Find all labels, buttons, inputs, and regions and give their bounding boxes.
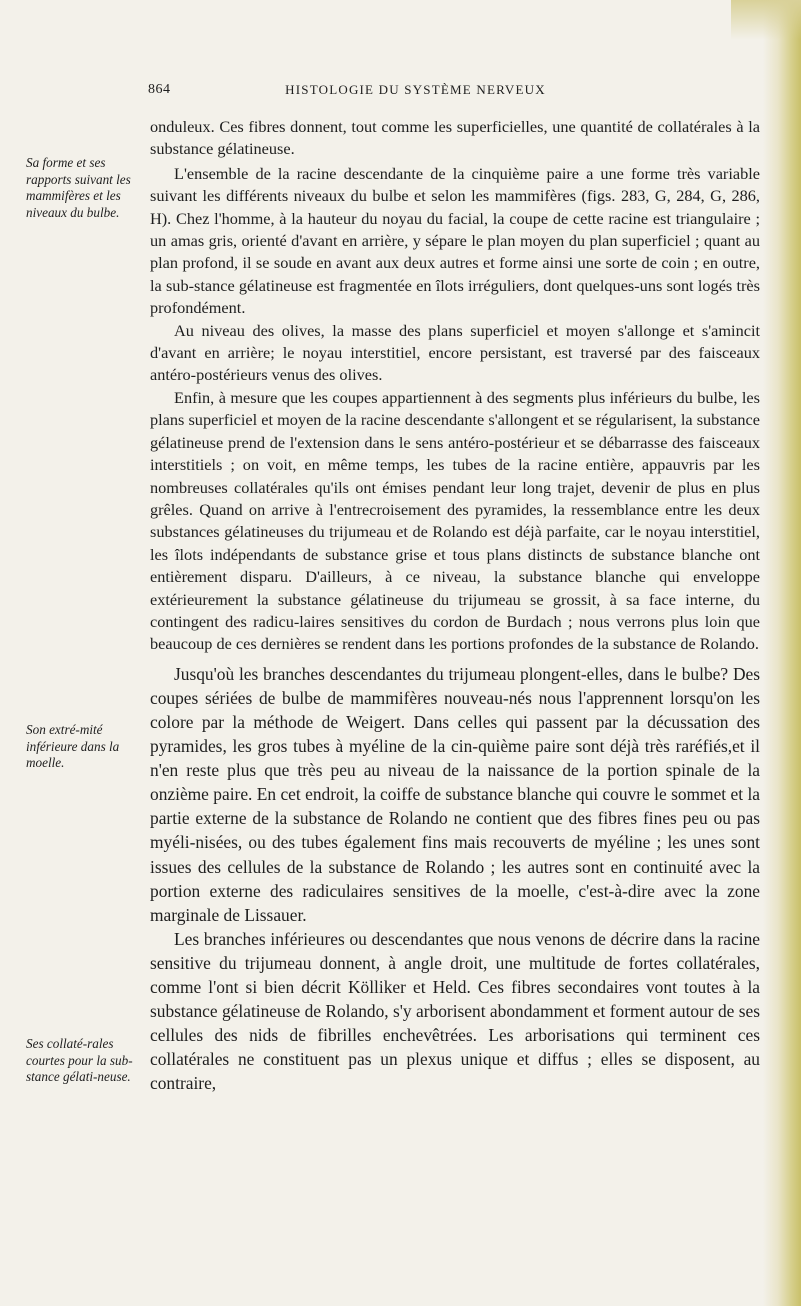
paragraph-4: Enfin, à mesure que les coupes appartiennent à des segments plus inférieurs du bulbe, les plans superficiel et moyen de la racine descendante s'allongent et se régularisent, la substance gélatineuse prend de l'extension dans le sens antéro-postérieur et se débarrasse des faisceaux interstitiels ; on voit, en même temps, les tubes de la racine entière, appauvris par les nombreuses collatérales qu'ils ont émises pendant leur long trajet, devenir de plus en plus grêles. Quand on arrive à l'entrecroisement des pyramides, la ressemblance entre les deux substances gélatineuses du trijumeau et de Rolando est déjà parfaite, car le noyau interstitiel, les îlots indépendants de substance grise et tous plans distincts de substance blanche ont entièrement disparu. D'ailleurs, à ce niveau, la substance blanche qui enveloppe extérieurement la substance gélatineuse du trijumeau se grossit, à sa face interne, du contingent des radicu-laires sensitives du cordon de Burdach ; nous verrons plus loin que beaucoup de ces dernières se rendent dans les portions profondes de la substance de Rolando. [150,387,760,654]
margin-note-forme: Sa forme et ses rapports suivant les mammifères et les niveaux du bulbe. [26,155,131,220]
body-text [150,116,760,1095]
paragraph-3: Au niveau des olives, la masse des plans superficiel et moyen s'allonge et s'amincit d'avant en arrière; le noyau interstitiel, encore persistant, est traversé par des faisceaux antéro-postérieurs venus des olives. [150,320,760,385]
page-edge-shadow [763,0,801,1306]
page-number: 864 [148,82,171,97]
page-header [0,82,801,102]
margin-note-extremite: Son extré-mité inférieure dans la moelle. [26,722,120,771]
running-title: HISTOLOGIE DU SYSTÈME NERVEUX [285,82,546,97]
page-corner-stain [731,0,801,40]
paragraph-5: Jusqu'où les branches descendantes du trijumeau plongent-elles, dans le bulbe? Des coupes sériées de bulbe de mammifères nouveau-nés nous l'apprennent lorsqu'on les colore par la méthode de Weigert. Dans celles qui passent par la décussation des pyramides, les gros tubes à myéline de la cin-quième paire sont déjà très raréfiés,et il n'en reste plus que très peu au niveau de la naissance de la portion spinale de la onzième paire. En cet endroit, la coiffe de substance blanche qui couvre le sommet et la partie externe de la substance de Rolando ne contient que des fibres fines peu ou pas myéli-nisées, ou des tubes également fins mais recouverts de myéline ; les unes sont issues des cellules de la substance de Rolando ; les autres sont en continuité avec la portion externe des radiculaires sensitives de la moelle, c'est-à-dire avec la zone marginale de Lissauer. [150,663,760,925]
paragraph-6: Les branches inférieures ou descendantes que nous venons de décrire dans la racine sensitive du trijumeau donnent, à angle droit, une multitude de fortes collatérales, comme l'ont si bien décrit Kölliker et Held. Ces fibres secondaires vont toutes à la substance gélatineuse de Rolando, s'y arborisent abondamment et forment autour de ses cellules des nids de fibrilles enchevêtrées. Les arborisations qui terminent ces collatérales ne constituent pas un plexus unique et diffus ; elles se disposent, au contraire, [150,928,760,1094]
margin-note-collaterales: Ses collaté-rales courtes pour la sub-stance gélati-neuse. [26,1036,133,1085]
paragraph-2: L'ensemble de la racine descendante de la cinquième paire a une forme très variable suivant les différents niveaux du bulbe et selon les mammifères (figs. 283, G, 284, G, 286, H). Chez l'homme, à la hauteur du noyau du facial, la coupe de cette racine est triangulaire ; un amas gris, orienté d'avant en arrière, y sépare le plan moyen du plan superficiel ; quant au plan profond, il se soude en avant aux deux autres et forme ainsi une sorte de coin ; en outre, la sub-stance gélatineuse est fragmentée en îlots irréguliers, dont quelques-uns sont logés très profondément. [150,163,760,318]
paragraph-1: onduleux. Ces fibres donnent, tout comme les superficielles, une quantité de collatérales à la substance gélatineuse. [150,117,760,159]
